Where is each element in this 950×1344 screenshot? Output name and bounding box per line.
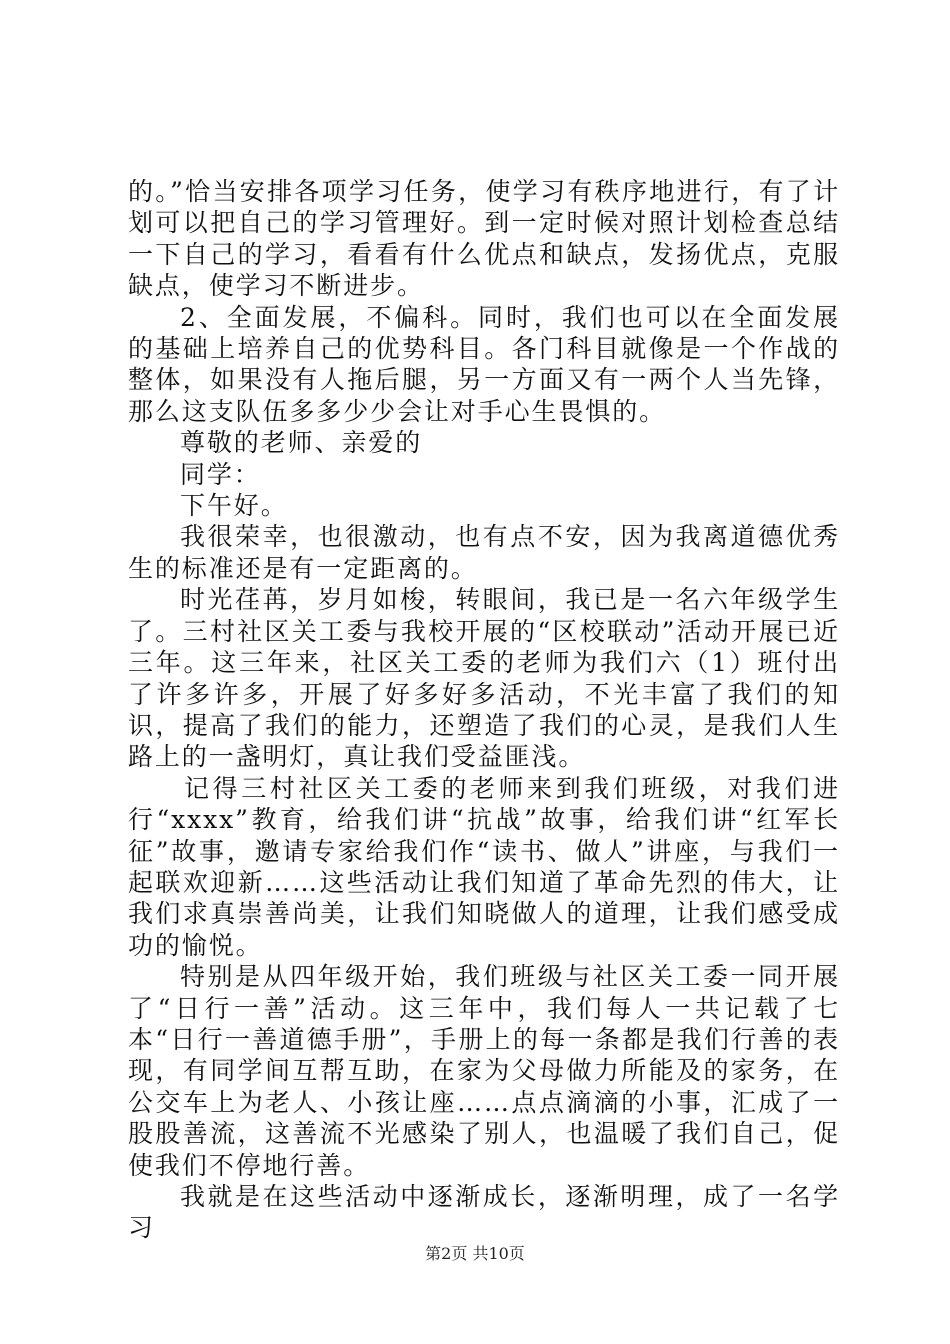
paragraph-growth: 我就是在这些活动中逐渐成长，逐渐明理，成了一名学习 (128, 1182, 840, 1243)
paragraph-all-round-development: 2、全面发展，不偏科。同时，我们也可以在全面发展的基础上培养自己的优势科目。各门科目就像是一个作战的整体，如果没有人拖后腿，另一方面又有一两个人当先锋，那么这支队伍多多少少会让对手心生畏惧的。 (128, 302, 840, 426)
paragraph-time-flies: 时光荏苒，岁月如梭，转眼间，我已是一名六年级学生了。三村社区关工委与我校开展的“区校联动”活动开展已近三年。这三年来，社区关工委的老师为我们六（1）班付出了许多许多，开展了好多好多活动，不光丰富了我们的知识，提高了我们的能力，还塑造了我们的心灵，是我们人生路上的一盏明灯，真让我们受益匪浅。 (128, 585, 840, 772)
paragraph-study-plan: 的。”恰当安排各项学习任务，使学习有秩序地进行，有了计划可以把自己的学习管理好。到一定时候对照计划检查总结一下自己的学习，看看有什么优点和缺点，发扬优点，克服缺点，使学习不断进步。 (128, 177, 840, 301)
paragraph-salutation-classmates: 同学： (180, 459, 261, 489)
paragraph-activities-memory: 记得三村社区关工委的老师来到我们班级，对我们进行“xxxx”教育，给我们讲“抗战”故事，给我们讲“红军长征”故事，邀请专家给我们作“读书、做人”讲座，与我们一起联欢迎新……这些活动让我们知道了革命先烈的伟大，让我们求真崇善尚美，让我们知晓做人的道理，让我们感受成功的愉悦。 (128, 773, 840, 960)
paragraph-greeting: 下午好。 (180, 491, 288, 521)
paragraph-daily-good-deed: 特别是从四年级开始，我们班级与社区关工委一同开展了“日行一善”活动。这三年中，我们每人一共记载了七本“日行一善道德手册”，手册上的每一条都是我们行善的表现，有同学间互帮互助，在家为父母做力所能及的家务，在公交车上为老人、小孩让座……点点滴滴的小事，汇成了一股股善流，这善流不光感染了别人，也温暖了我们自己，促使我们不停地行善。 (128, 962, 840, 1180)
paragraph-honored: 我很荣幸，也很激动，也有点不安，因为我离道德优秀生的标准还是有一定距离的。 (128, 522, 840, 583)
paragraph-salutation: 尊敬的老师、亲爱的 (180, 428, 423, 458)
page-number-footer: 第2页 共10页 (425, 1244, 525, 1263)
document-body (128, 176, 840, 1244)
